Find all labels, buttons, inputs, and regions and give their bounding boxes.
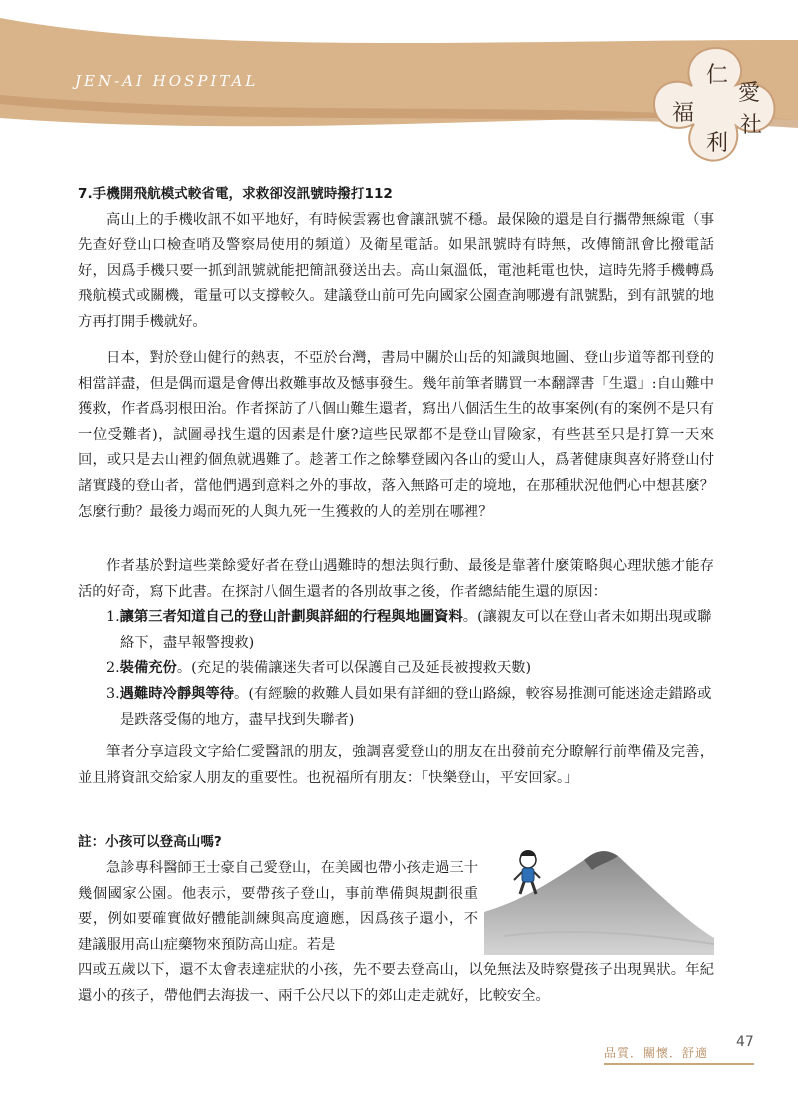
logo-char-li: 利 — [706, 131, 729, 156]
list-bold: 裝備充份 — [119, 660, 177, 677]
section-heading: 7.手機開飛航模式較省電，求救卻沒訊號時撥打112 — [78, 186, 393, 202]
footer-tagline: 品質．關懷．舒適 — [604, 1046, 709, 1060]
paragraph: 作者基於對這些業餘愛好者在登山遇難時的想法與行動、最後是靠著什麼策略與心理狀態才能存活的好奇，寫下此書。在探討八個生還者的各別故事之後，作者總結能生還的原因： — [78, 558, 714, 600]
list-item — [78, 682, 714, 733]
list-rest: 。(讓親友可以在登山者未如期出現或聯絡下，盡早報警搜救) — [120, 609, 712, 651]
section-survival-reasons — [78, 554, 714, 733]
list-item — [78, 605, 714, 656]
paragraph: 高山上的手機收訊不如平地好，有時候雲霧也會讓訊號不穩。最保險的還是自行攜帶無線電（事先查好登山口檢查哨及警察局使用的頻道）及衛星電話。如果訊號時有時無，改傳簡訊會比撥電話好，因爲手機只要一抓到訊號就能把簡訊發送出去。高山氣溫低，電池耗電也快，這時先將手機轉爲飛航模式或關機，電量可以支撐較久。建議登山前可先向國家公園查詢哪邊有訊號點，到有訊號的地方再打開手機就好。 — [78, 211, 714, 330]
list-bold: 讓第三者知道自己的登山計劃與詳細的行程與地圖資料 — [119, 609, 463, 626]
paragraph: 筆者分享這段文字給仁愛醫訊的朋友，強調喜愛登山的朋友在出發前充分瞭解行前準備及完善，並且將資訊交給家人朋友的重要性。也祝福所有朋友：「快樂登山，平安回家。」 — [78, 744, 714, 786]
list-rest: 。(充足的裝備讓迷失者可以保護自己及延長被搜救天數) — [176, 660, 532, 677]
list-number: 1. — [106, 609, 120, 626]
paragraph: 急診專科醫師王士豪自己愛登山，在美國也帶小孩走過三十幾個國家公園。他表示，要帶孩子登山，事前準備與規劃很重要，例如要確實做好體能訓練與高度適應，因爲孩子還小，不建議服用高山症藥物來預防高山症。若是 — [78, 860, 478, 953]
logo-char-fu: 福 — [672, 101, 695, 126]
page-number: 47 — [736, 1034, 754, 1050]
jen-ai-logo — [636, 40, 796, 170]
hospital-name: JEN-AI HOSPITAL — [75, 72, 259, 90]
list-rest: 。(有經驗的救難人員如果有詳細的登山路線，較容易推測可能迷途走錯路或是跌落受傷的地方，盡早找到失聯者) — [120, 685, 712, 728]
logo-char-ai: 愛 — [738, 81, 761, 106]
paragraph: 四或五歲以下，還不太會表達症狀的小孩，先不要去登高山，以免無法及時察覺孩子出現異狀。年紀還小的孩子，帶他們去海拔一、兩千公尺以下的郊山走走就好，比較安全。 — [78, 962, 714, 1004]
note-paragraph-a — [78, 856, 478, 958]
paragraph: 日本，對於登山健行的熱衷，不亞於台灣，書局中關於山岳的知識與地圖、登山步道等都刊登的相當詳盡，但是偶而還是會傳出救難事故及憾事發生。幾年前筆者購買一本翻譯書「生還」:自山難中獲救，作者爲羽根田治。作者探訪了八個山難生還者，寫出八個活生生的故事案例(有的案例不是只有一位受難者)，試圖尋找生還的因素是什麼?這些民眾都不是登山冒險家，有些甚至只是打算一天來回，或只是去山裡釣個魚就遇難了。趁著工作之餘攀登國內各山的愛山人，爲著健康與喜好將登山付諸實踐的登山者，當他們遇到意料之外的事故，落入無路可走的境地，在那種狀況他們心中想甚麼？怎麼行動？最後力竭而死的人與九死一生獲救的人的差別在哪裡？ — [78, 350, 714, 520]
list-number: 2. — [106, 660, 120, 677]
section-phone-signal — [78, 182, 714, 336]
list-number: 3. — [106, 685, 120, 702]
note-paragraph-b — [78, 958, 714, 1009]
section-closing — [78, 740, 714, 791]
logo-char-ren: 仁 — [706, 63, 729, 88]
list-bold: 遇難時冷靜與等待 — [119, 685, 235, 702]
note-heading: 註：小孩可以登高山嗎? — [78, 834, 222, 850]
mountain-child-illustration — [484, 840, 714, 955]
list-item — [78, 656, 714, 682]
logo-char-she: 社 — [740, 113, 763, 138]
footer-rule — [604, 1063, 754, 1065]
section-japan-book — [78, 346, 714, 525]
